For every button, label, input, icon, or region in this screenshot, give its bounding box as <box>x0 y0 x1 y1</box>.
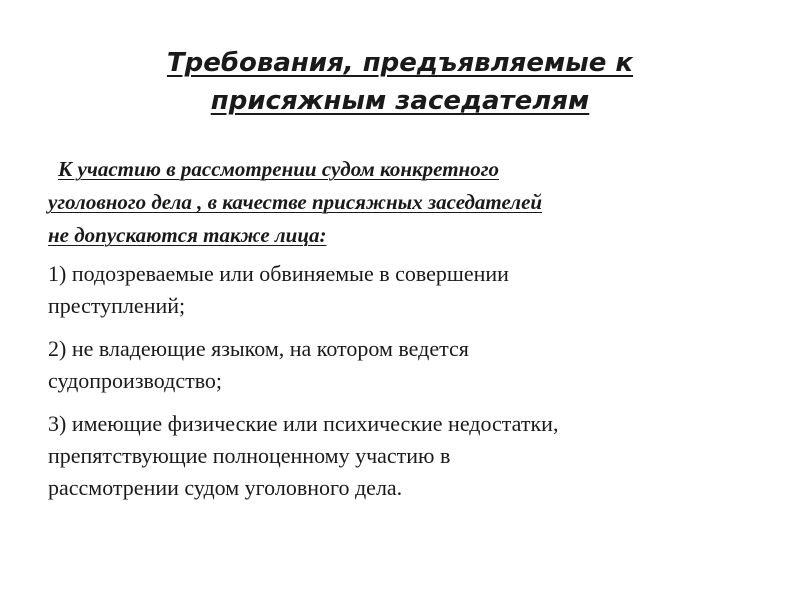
list-item <box>48 258 748 322</box>
list-item-line: препятствующие полноценному участию в <box>48 443 451 468</box>
list-item-line: 2) не владеющие языком, на котором ведется <box>48 336 469 361</box>
intro-line: не допускаются также лица: <box>48 223 327 247</box>
intro-line: уголовного дела , в качестве присяжных заседателей <box>48 190 543 214</box>
list-item-line: преступлений; <box>48 293 186 318</box>
list-item-line: судопроизводство; <box>48 368 223 393</box>
list-item <box>48 333 748 397</box>
list-item-line: 1) подозреваемые или обвиняемые в совершении <box>48 261 509 286</box>
slide-title <box>60 44 740 120</box>
slide-body <box>48 153 748 515</box>
list-item <box>48 408 748 504</box>
list-item-line: рассмотрении судом уголовного дела. <box>48 475 403 500</box>
slide-title-line: присяжным заседателям <box>210 86 590 116</box>
slide-title-line: Требования, предъявляемые к <box>166 48 634 78</box>
list-item-line: 3) имеющие физические или психические недостатки, <box>48 411 559 436</box>
intro-line: К участию в рассмотрении судом конкретного <box>58 157 499 181</box>
intro-paragraph <box>48 153 748 252</box>
